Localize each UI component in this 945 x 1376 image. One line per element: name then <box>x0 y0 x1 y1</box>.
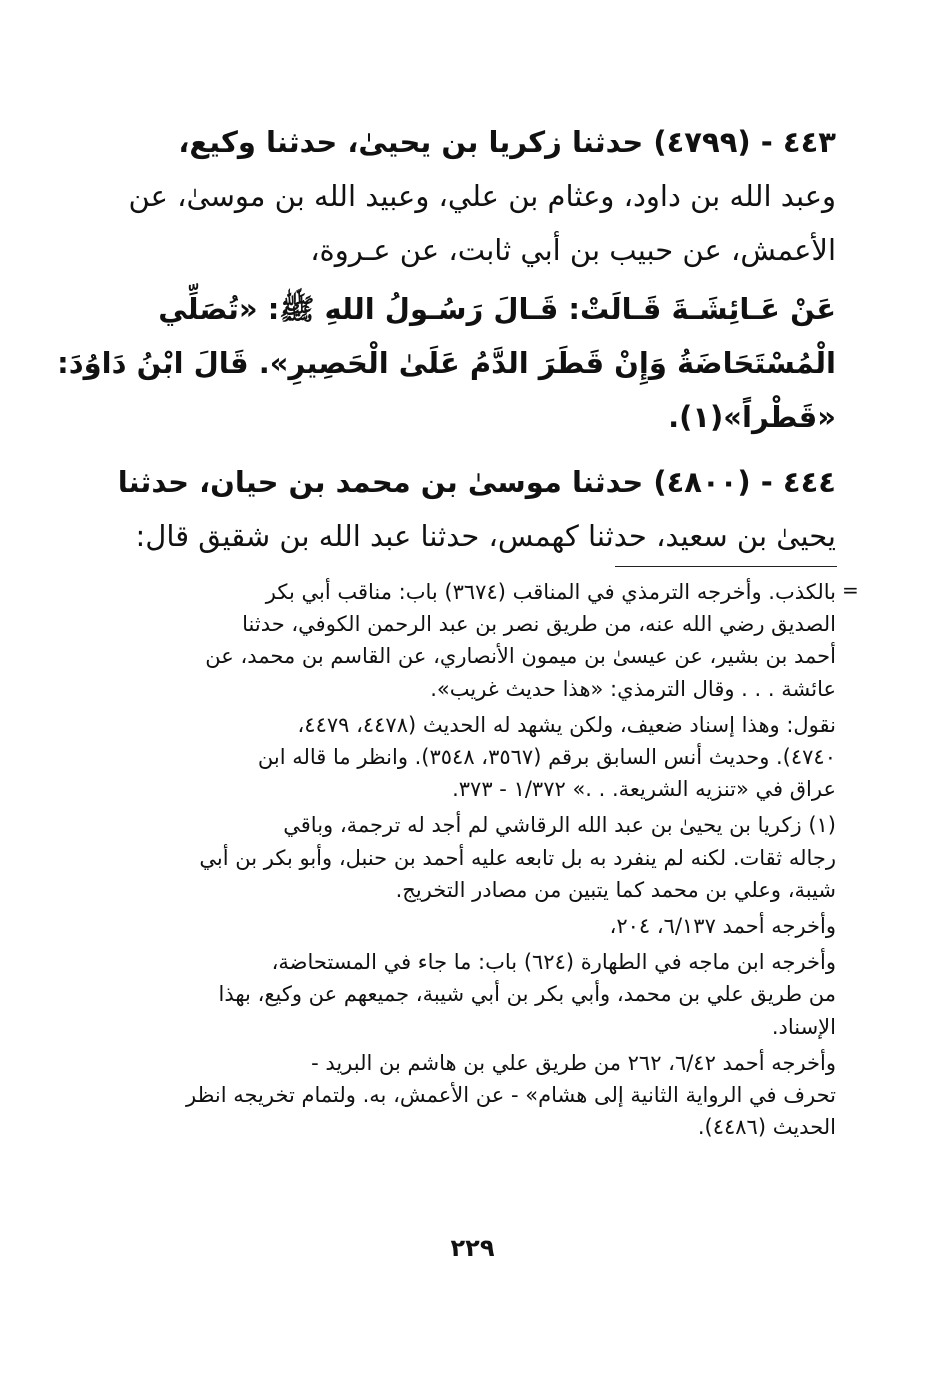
footnote-line: وأخرجه أحمد ٦/١٣٧، ٢٠٤، <box>609 914 836 939</box>
footnote-line: الحديث (٤٤٨٦). <box>697 1115 836 1140</box>
footnote-line: تحرف في الرواية الثانية إلى هشام» - عن الأعمش، به. ولتمام تخريجه انظر <box>186 1083 836 1108</box>
footnote-line: عراق في «تنزيه الشريعة. . .» ١/٣٧٢ - ٣٧٣. <box>452 777 836 802</box>
hadith-444-line: يحيىٰ بن سعيد، حدثنا كهمس، حدثنا عبد الله بن شقيق قال: <box>135 519 836 553</box>
hadith-443-matn-line: الْمُسْتَحَاضَةُ وَإِنْ قَطَرَ الدَّمُ عَلَىٰ الْحَصِيرِ». قَالَ ابْنُ دَاوُدَ: <box>57 346 836 380</box>
footnote-line: شيبة، وعلي بن محمد كما يتبين من مصادر التخريج. <box>395 877 836 902</box>
footnote-paragraph <box>130 576 836 705</box>
footnote-line: عائشة . . . وقال الترمذي: «هذا حديث غريب». <box>430 676 836 701</box>
hadith-443-isnad <box>130 115 836 277</box>
hadith-443-line: وعبد الله بن داود، وعثام بن علي، وعبيد الله بن موسىٰ، عن <box>128 179 836 213</box>
footnote-line: ٤٧٤٠). وحديث أنس السابق برقم (٣٥٦٧، ٣٥٤٨). وانظر ما قاله ابن <box>257 745 836 770</box>
footnote-line: نقول: وهذا إسناد ضعيف، ولكن يشهد له الحديث (٤٤٧٨، ٤٤٧٩، <box>297 712 836 737</box>
hadith-444-isnad <box>117 455 836 563</box>
footnote-line: وأخرجه ابن ماجه في الطهارة (٦٢٤) باب: ما جاء في المستحاضة، <box>271 950 836 975</box>
footnote-line: وأخرجه أحمد ٦/٤٢، ٢٦٢ من طريق علي بن هاشم بن البريد - <box>311 1050 836 1075</box>
footnote-line: أحمد بن بشير، عن عيسىٰ بن ميمون الأنصاري، عن القاسم بن محمد، عن <box>205 644 836 669</box>
hadith-444-line: ٤٤٤ - (٤٨٠٠) حدثنا موسىٰ بن محمد بن حيان، حدثنا <box>117 465 836 499</box>
footnote-separator <box>615 566 837 567</box>
hadith-443-line: الأعمش، عن حبيب بن أبي ثابت، عن عـروة، <box>310 233 836 267</box>
footnote-continuation-mark: = <box>842 578 859 602</box>
hadith-443-matn-line: «قَطْراً»(١). <box>668 400 836 434</box>
hadith-443-line: ٤٤٣ - (٤٧٩٩) حدثنا زكريا بن يحيىٰ، حدثنا وكيع، <box>178 125 836 159</box>
hadith-443-matn-line: عَنْ عَـائِشَـةَ قَـالَتْ: قَـالَ رَسُـولُ اللهِ ﷺ: «تُصَلِّي <box>158 292 836 326</box>
footnote-paragraph <box>130 910 836 942</box>
footnote-line: رجاله ثقات. لكنه لم ينفرد به بل تابعه عليه أحمد بن حنبل، وأبو بكر بن أبي <box>199 845 836 870</box>
footnote-line: (١) زكريا بن يحيىٰ بن عبد الله الرقاشي لم أجد له ترجمة، وباقي <box>283 813 836 838</box>
page-number: ٢٢٩ <box>450 1234 495 1262</box>
footnote-line: من طريق علي بن محمد، وأبي بكر بن أبي شيبة، جميعهم عن وكيع، بهذا <box>218 982 836 1007</box>
hadith-443-matn <box>57 282 836 444</box>
footnote-line: بالكذب. وأخرجه الترمذي في المناقب (٣٦٧٤) باب: مناقب أبي بكر <box>265 580 836 604</box>
footnote-paragraph <box>130 709 836 806</box>
footnote-line: الصديق رضي الله عنه، من طريق نصر بن عبد الرحمن الكوفي، حدثنا <box>242 612 836 637</box>
footnote-line: الإسناد. <box>771 1014 836 1039</box>
footnotes <box>130 576 836 1147</box>
footnote-paragraph <box>130 809 836 906</box>
footnote-paragraph <box>130 1047 836 1144</box>
footnote-paragraph <box>130 946 836 1043</box>
